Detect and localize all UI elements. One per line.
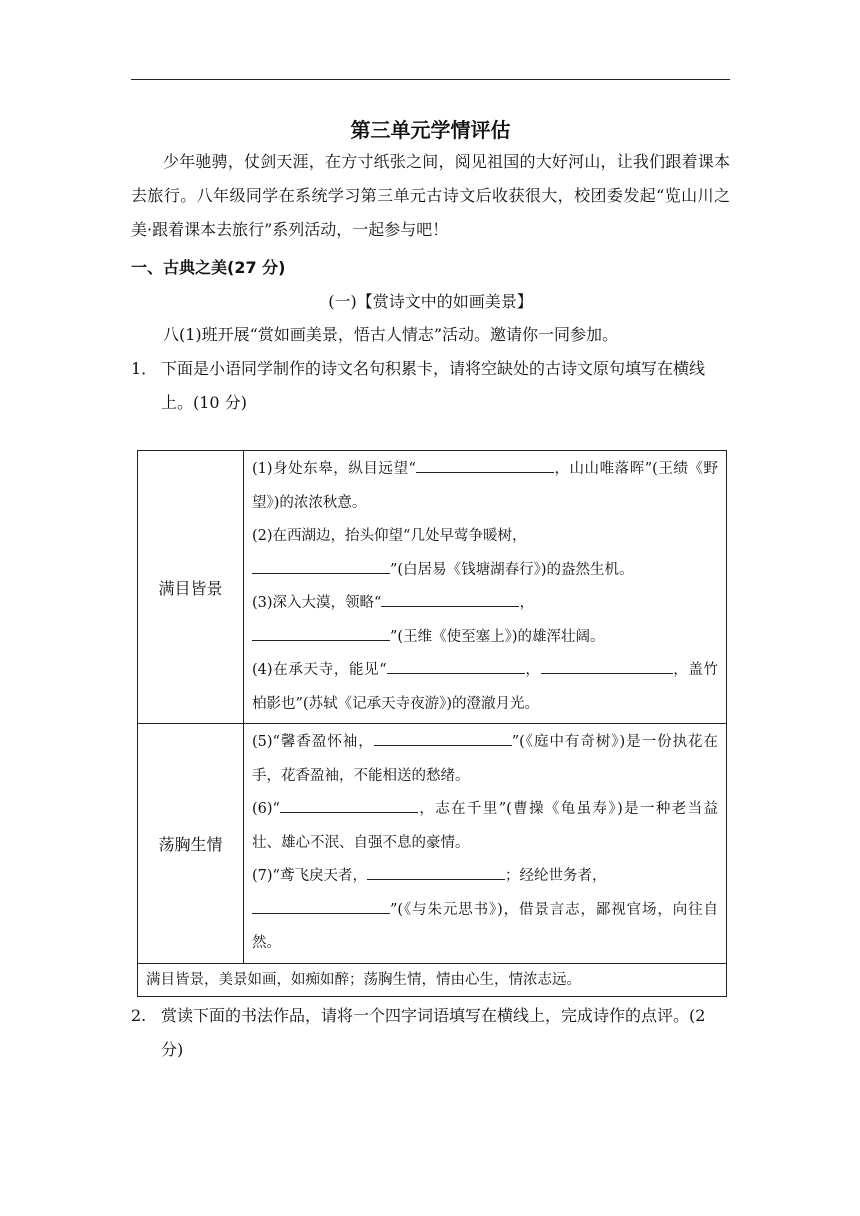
table-row [138,451,727,724]
poetry-card-table [137,450,727,997]
answer-blank[interactable] [252,557,390,573]
list-item: (1)身处东皋，纵目远望“ ，山山唯落晖”(王绩《野望》)的浓浓秋意。 [252,453,718,520]
answer-blank[interactable] [374,730,512,746]
section-heading: 一、古典之美(27 分) [131,258,286,277]
list-item: (2)在西湖边，抬头仰望“几处早莺争暖树， ”(白居易《钱塘湖春行》)的盎然生机。 [252,528,634,578]
question-1 [131,352,730,420]
list-item: (4)在承天寺，能见“ ， ，盖竹柏影也”(苏轼《记承天寺夜游》)的澄澈月光。 [252,654,718,721]
question-text: 赏读下面的书法作品，请将一个四字词语填写在横线上，完成诗作的点评。(2 分) [161,1006,706,1059]
answer-blank[interactable] [381,591,519,607]
activity-text: 八(1)班开展“赏如画美景，悟古人情志”活动。邀请你一同参加。 [163,325,619,344]
table-row [138,963,727,996]
row-label: 满目皆景 [138,451,244,724]
answer-blank[interactable] [280,797,418,813]
answer-blank[interactable] [252,624,390,640]
question-text: 下面是小语同学制作的诗文名句积累卡，请将空缺处的古诗文原句填写在横线上。(10 分) [161,359,706,412]
list-item: (7)“鸢飞戾天者， ；经纶世务者， ”(《与朱元思书》)，借景言志，鄙视官场，向往自然。 [252,860,718,961]
list-item: (6)“ ，志在千里”(曹操《龟虽寿》)是一种老当益壮、雄心不泯、自强不息的豪情。 [252,793,718,860]
row-label: 荡胸生情 [138,724,244,964]
list-item: (5)“馨香盈怀袖， ”(《庭中有奇树》)是一份执花在手，花香盈袖，不能相送的愁绪。 [252,726,718,793]
row-content [244,724,727,964]
intro-line: 着课本去旅行。八年级同学在系统学习第三单元古诗文后收获很大，校团委发 [131,152,730,205]
answer-blank[interactable] [541,658,673,674]
answer-blank[interactable] [367,864,505,880]
subsection-heading: (一)【赏诗文中的如画美景】 [328,292,533,311]
card-footer: 满目皆景，美景如画，如痴如醉；荡胸生情，情由心生，情浓志远。 [138,963,727,996]
intro-line: 起“览山川之美·跟着课本去旅行”系列活动，一起参与吧！ [131,186,730,239]
question-number: 1． [131,359,158,378]
answer-blank[interactable] [416,457,554,473]
answer-blank[interactable] [387,658,525,674]
intro-line: 少年驰骋，仗剑天涯，在方寸纸张之间，阅见祖国的大好河山，让我们跟 [163,152,682,171]
page-title: 第三单元学情评估 [350,118,511,142]
list-item: (3)深入大漠，领略“ ， ”(王维《使至塞上》)的雄浑壮阔。 [252,587,718,654]
answer-blank[interactable] [252,897,390,913]
intro-paragraph [131,145,730,247]
question-number: 2. [131,1006,147,1025]
row-content [244,451,727,724]
table-row [138,724,727,964]
header-rule [131,79,730,80]
question-2 [131,999,730,1067]
